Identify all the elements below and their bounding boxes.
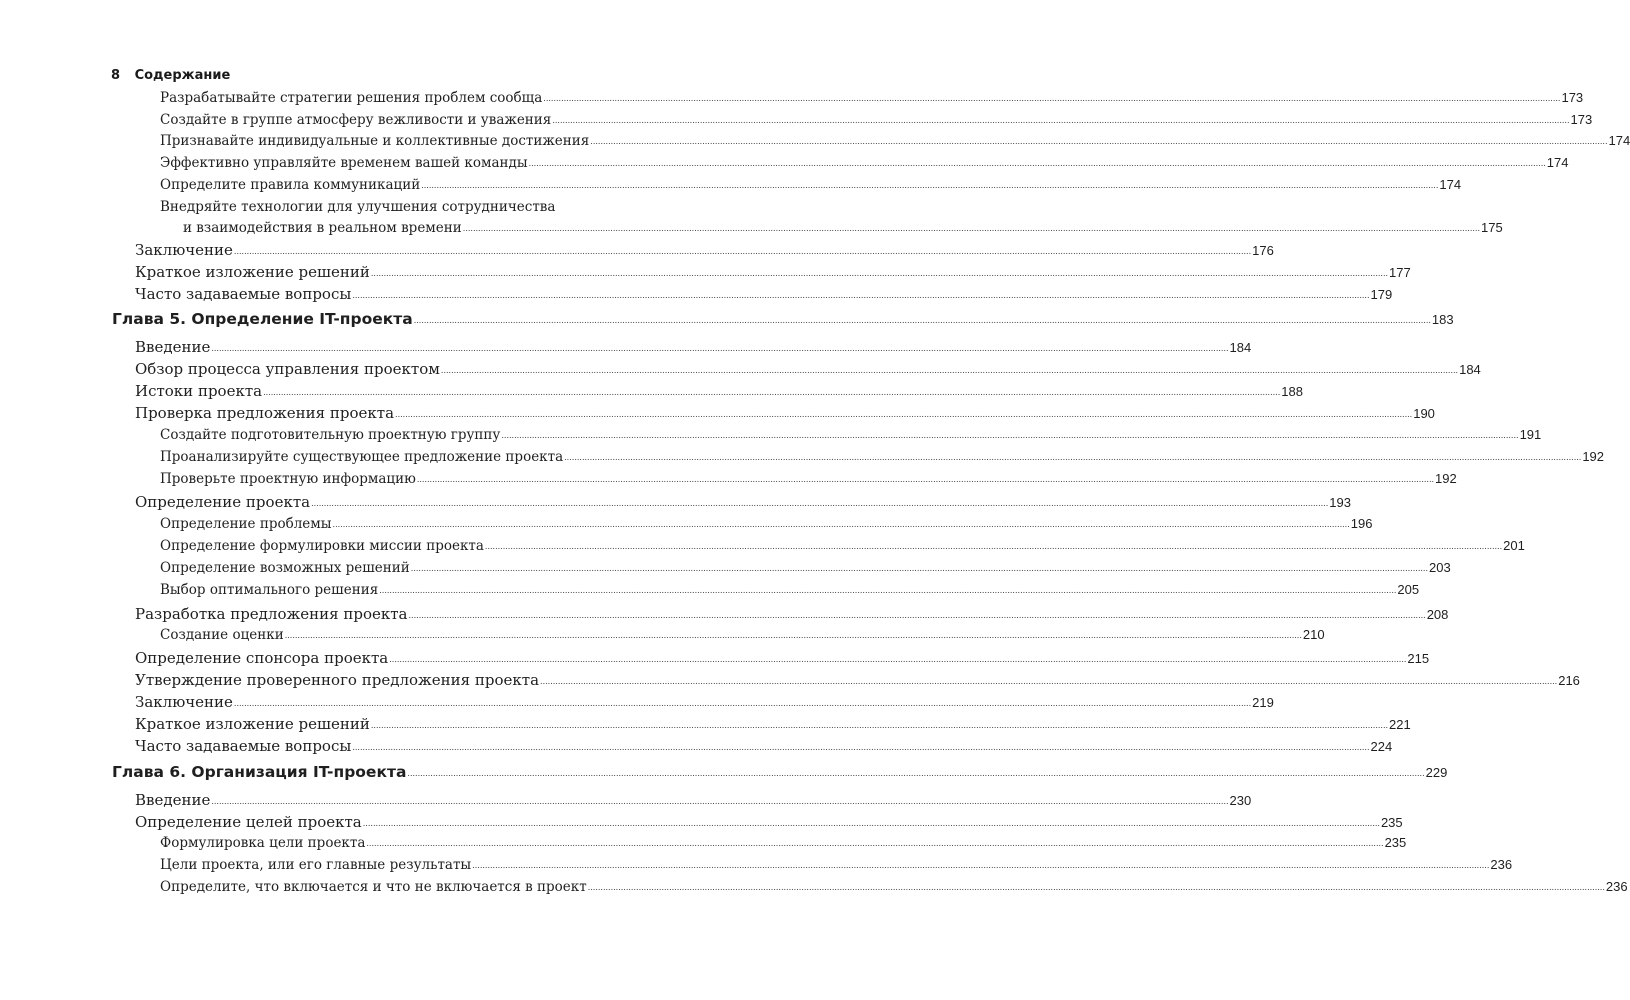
dot-leader: ................................................................................................................................................................................................................................................................................................................................................................................................................ xyxy=(395,410,1413,419)
toc-entry-title: Определение целей проекта xyxy=(135,813,362,831)
dot-leader: ................................................................................................................................................................................................................................................................................................................................................................................................................ xyxy=(590,137,1608,146)
toc-entry-page: 173 xyxy=(1561,90,1584,105)
toc-entry-title: Признавайте индивидуальные и коллективные достижения xyxy=(160,133,590,149)
toc-entry-page: 192 xyxy=(1582,449,1605,464)
toc-entry[interactable] xyxy=(160,627,1325,649)
toc-entry[interactable] xyxy=(135,285,1393,307)
dot-leader: ................................................................................................................................................................................................................................................................................................................................................................................................................ xyxy=(211,344,1229,353)
dot-leader: ................................................................................................................................................................................................................................................................................................................................................................................................................ xyxy=(370,721,1389,730)
toc-entry[interactable] xyxy=(135,493,1351,515)
dot-leader: ................................................................................................................................................................................................................................................................................................................................................................................................................ xyxy=(543,94,1561,103)
toc-entry-title: Обзор процесса управления проектом xyxy=(135,360,440,378)
toc-entry[interactable] xyxy=(160,155,1569,177)
dot-leader: ................................................................................................................................................................................................................................................................................................................................................................................................................ xyxy=(311,499,1329,508)
dot-leader: ................................................................................................................................................................................................................................................................................................................................................................................................................ xyxy=(407,769,1425,778)
toc-entry-title: Разработка предложения проекта xyxy=(135,605,408,623)
toc-entry-page: 224 xyxy=(1370,739,1393,754)
toc-entry[interactable] xyxy=(135,649,1430,671)
toc-chapter-entry[interactable] xyxy=(112,310,1454,332)
dot-leader: ................................................................................................................................................................................................................................................................................................................................................................................................................ xyxy=(352,743,1370,752)
toc-entry-title: Определение формулировки миссии проекта xyxy=(160,538,484,554)
toc-entry-page: 184 xyxy=(1459,362,1481,377)
toc-entry-page: 188 xyxy=(1281,384,1303,399)
toc-entry-title: Истоки проекта xyxy=(135,382,263,400)
toc-entry-title: Введение xyxy=(135,791,211,809)
toc-entry-page: 203 xyxy=(1428,560,1451,575)
toc-entry-page: 175 xyxy=(1480,220,1503,235)
toc-entry-page: 174 xyxy=(1608,133,1630,148)
toc-entry-title: Формулировка цели проекта xyxy=(160,835,366,851)
toc-entry-title: Создание оценки xyxy=(160,627,284,643)
toc-entry-page: 216 xyxy=(1558,673,1580,688)
dot-leader: ................................................................................................................................................................................................................................................................................................................................................................................................................ xyxy=(587,883,1605,892)
toc-entry-title: Определите правила коммуникаций xyxy=(160,177,421,193)
dot-leader: ................................................................................................................................................................................................................................................................................................................................................................................................................ xyxy=(366,839,1384,848)
toc-entry-title: Цели проекта, или его главные результаты xyxy=(160,857,472,873)
toc-entry-page: 193 xyxy=(1329,495,1351,510)
dot-leader: ................................................................................................................................................................................................................................................................................................................................................................................................................ xyxy=(528,159,1546,168)
dot-leader: ................................................................................................................................................................................................................................................................................................................................................................................................................ xyxy=(413,316,1431,325)
toc-entry-page: 229 xyxy=(1425,765,1448,780)
toc-entry-title: Заключение xyxy=(135,693,233,711)
dot-leader: ................................................................................................................................................................................................................................................................................................................................................................................................................ xyxy=(540,677,1558,686)
dot-leader: ................................................................................................................................................................................................................................................................................................................................................................................................................ xyxy=(233,247,1252,256)
toc-entry-title: Введение xyxy=(135,338,211,356)
dot-leader: ................................................................................................................................................................................................................................................................................................................................................................................................................ xyxy=(352,291,1370,300)
toc-entry-page: 184 xyxy=(1229,340,1252,355)
toc-entry-page: 205 xyxy=(1397,582,1420,597)
dot-leader: ................................................................................................................................................................................................................................................................................................................................................................................................................ xyxy=(263,388,1281,397)
toc-entry-title: Проанализируйте существующее предложение проекта xyxy=(160,449,564,465)
toc-entry-title: Определение проекта xyxy=(135,493,311,511)
dot-leader: ................................................................................................................................................................................................................................................................................................................................................................................................................ xyxy=(552,116,1570,125)
toc-entry-title: Глава 5. Определение IT-проекта xyxy=(112,310,413,328)
dot-leader: ................................................................................................................................................................................................................................................................................................................................................................................................................ xyxy=(421,181,1439,190)
toc-entry-page: 192 xyxy=(1435,471,1457,486)
toc-entry[interactable] xyxy=(183,220,1503,242)
toc-entry-page: 190 xyxy=(1413,406,1435,421)
toc-entry-title-line: Внедряйте технологии для улучшения сотрудничества xyxy=(160,199,556,215)
toc-entry-page: 208 xyxy=(1426,607,1449,622)
toc-entry-page: 210 xyxy=(1302,627,1325,642)
toc-entry[interactable] xyxy=(160,112,1593,134)
toc-entry-title: и взаимодействия в реальном времени xyxy=(183,220,462,236)
toc-entry-page: 191 xyxy=(1519,427,1542,442)
dot-leader: ................................................................................................................................................................................................................................................................................................................................................................................................................ xyxy=(416,475,1435,484)
toc-entry-page: 174 xyxy=(1439,177,1462,192)
dot-leader: ................................................................................................................................................................................................................................................................................................................................................................................................................ xyxy=(408,611,1426,620)
toc-entry-title: Создайте подготовительную проектную группу xyxy=(160,427,501,443)
toc-entry[interactable] xyxy=(160,177,1462,199)
page-title: Содержание xyxy=(134,68,231,83)
dot-leader: ................................................................................................................................................................................................................................................................................................................................................................................................................ xyxy=(211,797,1229,806)
toc-entry-page: 235 xyxy=(1384,835,1407,850)
toc-entry[interactable] xyxy=(135,241,1274,263)
toc-entry-page: 219 xyxy=(1252,695,1274,710)
dot-leader: ................................................................................................................................................................................................................................................................................................................................................................................................................ xyxy=(233,699,1252,708)
toc-entry-page: 221 xyxy=(1389,717,1411,732)
toc-entry-page: 230 xyxy=(1229,793,1252,808)
toc-entry[interactable] xyxy=(160,879,1628,901)
toc-entry-title: Определение возможных решений xyxy=(160,560,410,576)
toc-entry[interactable] xyxy=(160,582,1420,604)
toc-entry-title: Выбор оптимального решения xyxy=(160,582,379,598)
toc-entry-page: 236 xyxy=(1605,879,1628,894)
toc-entry-title: Разрабатывайте стратегии решения проблем сообща xyxy=(160,90,543,106)
dot-leader: ................................................................................................................................................................................................................................................................................................................................................................................................................ xyxy=(389,655,1407,664)
dot-leader: ................................................................................................................................................................................................................................................................................................................................................................................................................ xyxy=(332,520,1350,529)
toc-entry[interactable] xyxy=(160,538,1525,560)
toc-entry[interactable] xyxy=(160,471,1457,493)
toc-entry[interactable] xyxy=(135,360,1481,382)
toc-entry[interactable] xyxy=(135,813,1403,835)
toc-entry-title: Определение проблемы xyxy=(160,516,332,532)
toc-entry-title: Краткое изложение решений xyxy=(135,263,370,281)
toc-entry-page: 176 xyxy=(1252,243,1274,258)
toc-entry-title: Определите, что включается и что не включается в проект xyxy=(160,879,587,895)
dot-leader: ................................................................................................................................................................................................................................................................................................................................................................................................................ xyxy=(564,453,1582,462)
dot-leader: ................................................................................................................................................................................................................................................................................................................................................................................................................ xyxy=(440,366,1459,375)
dot-leader: ................................................................................................................................................................................................................................................................................................................................................................................................................ xyxy=(379,586,1397,595)
toc-entry[interactable] xyxy=(160,90,1584,112)
toc-entry[interactable] xyxy=(160,449,1605,471)
toc-entry-title: Проверьте проектную информацию xyxy=(160,471,416,487)
toc-entry-title: Создайте в группе атмосферу вежливости и уважения xyxy=(160,112,552,128)
toc-entry[interactable] xyxy=(135,263,1411,285)
page-number: 8 xyxy=(111,68,121,83)
dot-leader: ................................................................................................................................................................................................................................................................................................................................................................................................................ xyxy=(501,431,1519,440)
toc-entry-title: Заключение xyxy=(135,241,233,259)
toc-entry-page: 179 xyxy=(1370,287,1393,302)
toc-entry[interactable] xyxy=(135,605,1449,627)
toc-entry-title: Часто задаваемые вопросы xyxy=(135,285,352,303)
dot-leader: ................................................................................................................................................................................................................................................................................................................................................................................................................ xyxy=(362,819,1380,828)
toc-entry-page: 235 xyxy=(1380,815,1403,830)
toc-entry[interactable] xyxy=(135,404,1435,426)
dot-leader: ................................................................................................................................................................................................................................................................................................................................................................................................................ xyxy=(370,269,1389,278)
toc-entry[interactable] xyxy=(135,338,1252,360)
toc-entry-title: Определение спонсора проекта xyxy=(135,649,389,667)
toc-entry[interactable] xyxy=(160,857,1513,879)
dot-leader: ................................................................................................................................................................................................................................................................................................................................................................................................................ xyxy=(284,631,1302,640)
toc-entry-page: 215 xyxy=(1407,651,1430,666)
toc-entry-page: 236 xyxy=(1490,857,1513,872)
toc-entry-page: 174 xyxy=(1546,155,1569,170)
toc-chapter-entry[interactable] xyxy=(112,763,1448,785)
toc-entry-title: Утверждение проверенного предложения проекта xyxy=(135,671,540,689)
running-head xyxy=(111,68,230,83)
toc-entry-page: 177 xyxy=(1389,265,1411,280)
toc-entry-page: 201 xyxy=(1503,538,1525,553)
toc-entry-title: Эффективно управляйте временем вашей команды xyxy=(160,155,528,171)
toc-entry[interactable] xyxy=(135,671,1580,693)
toc-entry[interactable] xyxy=(135,382,1303,404)
toc-entry[interactable] xyxy=(160,133,1630,155)
toc-entry-title: Краткое изложение решений xyxy=(135,715,370,733)
toc-entry[interactable] xyxy=(135,791,1252,813)
toc-entry[interactable] xyxy=(160,516,1373,538)
dot-leader: ................................................................................................................................................................................................................................................................................................................................................................................................................ xyxy=(484,542,1503,551)
toc-entry-title: Часто задаваемые вопросы xyxy=(135,737,352,755)
dot-leader: ................................................................................................................................................................................................................................................................................................................................................................................................................ xyxy=(410,564,1428,573)
toc-entry[interactable] xyxy=(135,693,1274,715)
toc-entry-page: 196 xyxy=(1350,516,1373,531)
toc-entry-page: 183 xyxy=(1431,312,1454,327)
dot-leader: ................................................................................................................................................................................................................................................................................................................................................................................................................ xyxy=(462,224,1480,233)
toc-entry[interactable] xyxy=(160,835,1407,857)
toc-entry[interactable] xyxy=(135,715,1411,737)
toc-entry[interactable] xyxy=(160,560,1451,582)
toc-entry-title: Проверка предложения проекта xyxy=(135,404,395,422)
toc-entry-title: Глава 6. Организация IT-проекта xyxy=(112,763,407,781)
toc-entry-page: 173 xyxy=(1570,112,1593,127)
toc-entry[interactable] xyxy=(135,737,1393,759)
toc-entry[interactable] xyxy=(160,427,1542,449)
dot-leader: ................................................................................................................................................................................................................................................................................................................................................................................................................ xyxy=(472,861,1490,870)
